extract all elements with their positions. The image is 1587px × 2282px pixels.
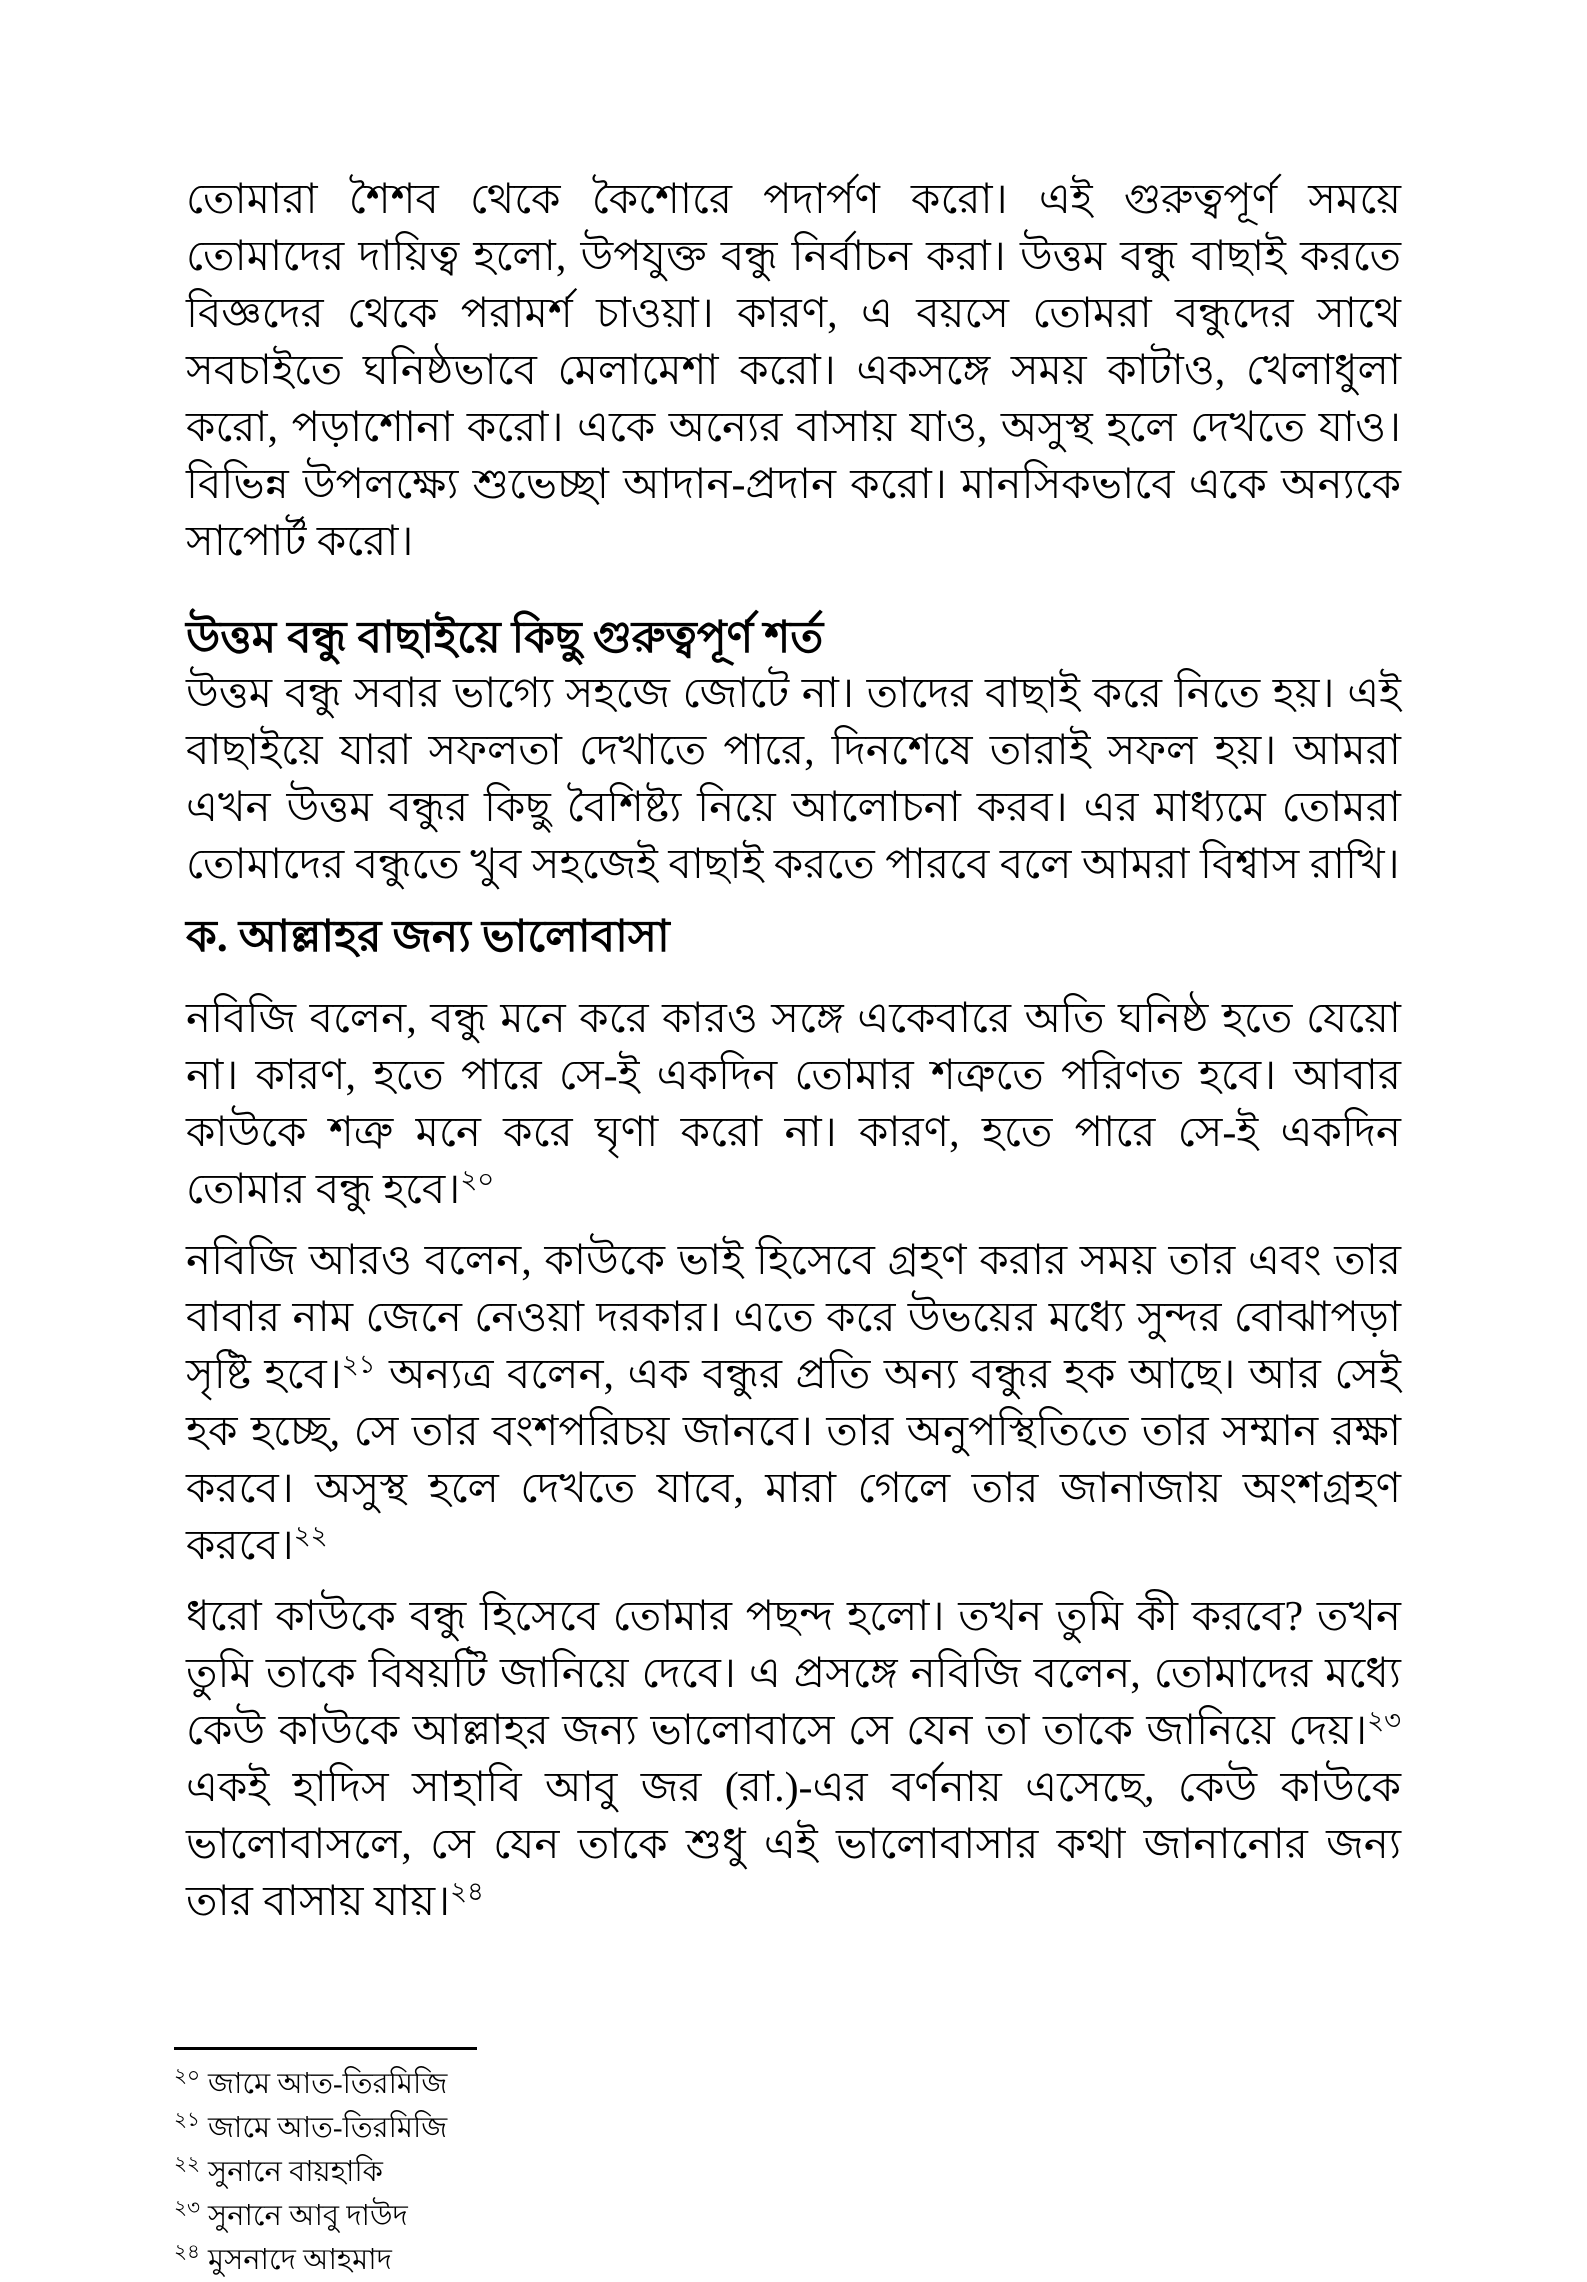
footnote-item bbox=[174, 2238, 1401, 2282]
footnote-item bbox=[174, 2106, 1401, 2150]
footnote-marker: ২৩ bbox=[174, 2197, 201, 2220]
footnote-item bbox=[174, 2194, 1401, 2238]
footnote-text: জামে আত-তিরমিজি bbox=[207, 2112, 448, 2144]
footnote-marker: ২৪ bbox=[174, 2241, 200, 2264]
footnote-text: সুনানে আবু দাউদ bbox=[208, 2200, 408, 2232]
section-heading-friend-selection-conditions: উত্তম বন্ধু বাছাইয়ে কিছু গুরুত্বপূর্ণ শর্ত bbox=[186, 613, 824, 662]
paragraph-text: নবিজি আরও বলেন, কাউকে ভাই হিসেবে গ্রহণ করার সময় তার এবং তার বাবার নাম জেনে নেওয়া দরকার। এতে করে উভয়ের মধ্যে সুন্দর বোঝাপড়া সৃষ্টি হবে। bbox=[186, 1238, 1401, 1398]
footnote-ref-24: ২৪ bbox=[450, 1877, 484, 1906]
paragraph-text: অন্যত্র বলেন, এক বন্ধুর প্রতি অন্য বন্ধুর হক আছে। আর সেই হক হচ্ছে, সে তার বংশপরিচয় জানবে। তার অনুপস্থিতিতে তার সম্মান রক্ষা করবে। অসুস্থ হলে দেখতে যাবে, মারা গেলে তার জানাজায় অংশগ্রহণ করবে। bbox=[186, 1352, 1401, 1569]
paragraph-text: ধরো কাউকে বন্ধু হিসেবে তোমার পছন্দ হলো। তখন তুমি কী করবে? তখন তুমি তাকে বিষয়টি জানিয়ে দেবে। এ প্রসঙ্গে নবিজি বলেন, তোমাদের মধ্যে কেউ কাউকে আল্লাহর জন্য ভালোবাসে সে যেন তা তাকে জানিয়ে দেয়। bbox=[186, 1594, 1401, 1754]
page-content bbox=[174, 0, 1401, 2276]
footnote-separator bbox=[174, 2047, 477, 2050]
footnote-text: মুসনাদে আহমাদ bbox=[207, 2244, 392, 2276]
footnote-text: জামে আত-তিরমিজি bbox=[208, 2068, 448, 2100]
paragraph-text: একই হাদিস সাহাবি আবু জর (রা.)-এর বর্ণনায় এসেছে, কেউ কাউকে ভালোবাসলে, সে যেন তাকে শুধু এই ভালোবাসার কথা জানানোর জন্য তার বাসায় যায়। bbox=[186, 1765, 1401, 1925]
footnotes-section bbox=[174, 2047, 1401, 2282]
footnote-text: সুনানে বায়হাকি bbox=[208, 2156, 383, 2188]
paragraph-selection: উত্তম বন্ধু সবার ভাগ্যে সহজে জোটে না। তাদের বাছাই করে নিতে হয়। এই বাছাইয়ে যারা সফলতা দেখাতে পারে, দিনশেষে তারাই সফল হয়। আমরা এখন উত্তম বন্ধুর কিছু বৈশিষ্ট্য নিয়ে আলোচনা করব। এর মাধ্যমে তোমরা তোমাদের বন্ধুতে খুব সহজেই বাছাই করতে পারবে বলে আমরা বিশ্বাস রাখি। bbox=[186, 671, 1401, 888]
section-heading-love-for-allah: ক. আল্লাহর জন্য ভালোবাসা bbox=[186, 912, 670, 961]
footnote-ref-21: ২১ bbox=[341, 1350, 376, 1379]
footnote-marker: ২২ bbox=[174, 2153, 201, 2176]
footnote-ref-20: ২০ bbox=[460, 1165, 495, 1194]
paragraph-intro: তোমারা শৈশব থেকে কৈশোরে পদার্পণ করো। এই গুরুত্বপূর্ণ সময়ে তোমাদের দায়িত্ব হলো, উপযুক্ত বন্ধু নির্বাচন করা। উত্তম বন্ধু বাছাই করতে বিজ্ঞদের থেকে পরামর্শ চাওয়া। কারণ, এ বয়সে তোমরা বন্ধুদের সাথে সবচাইতে ঘনিষ্ঠভাবে মেলামেশা করো। একসঙ্গে সময় কাটাও, খেলাধুলা করো, পড়াশোনা করো। একে অন্যের বাসায় যাও, অসুস্থ হলে দেখতে যাও। বিভিন্ন উপলক্ষ্যে শুভেচ্ছা আদান-প্রদান করো। মানসিকভাবে একে অন্যকে সাপোর্ট করো। bbox=[186, 177, 1401, 565]
footnote-item bbox=[174, 2150, 1401, 2194]
footnote-item bbox=[174, 2062, 1401, 2106]
paragraph-hadith-closeness bbox=[186, 991, 1401, 1219]
footnote-ref-22: ২২ bbox=[293, 1521, 328, 1550]
footnote-marker: ২১ bbox=[174, 2109, 200, 2132]
paragraph-hadith-declare-love bbox=[186, 1589, 1401, 1931]
paragraph-text: নবিজি বলেন, বন্ধু মনে করে কারও সঙ্গে একেবারে অতি ঘনিষ্ঠ হতে যেয়ো না। কারণ, হতে পারে সে-ই একদিন তোমার শত্রুতে পরিণত হবে। আবার কাউকে শত্রু মনে করে ঘৃণা করো না। কারণ, হতে পারে সে-ই একদিন তোমার বন্ধু হবে। bbox=[186, 996, 1401, 1213]
paragraph-hadith-brotherhood bbox=[186, 1233, 1401, 1575]
footnote-marker: ২০ bbox=[174, 2065, 201, 2088]
footnote-ref-23: ২৩ bbox=[1367, 1706, 1401, 1735]
